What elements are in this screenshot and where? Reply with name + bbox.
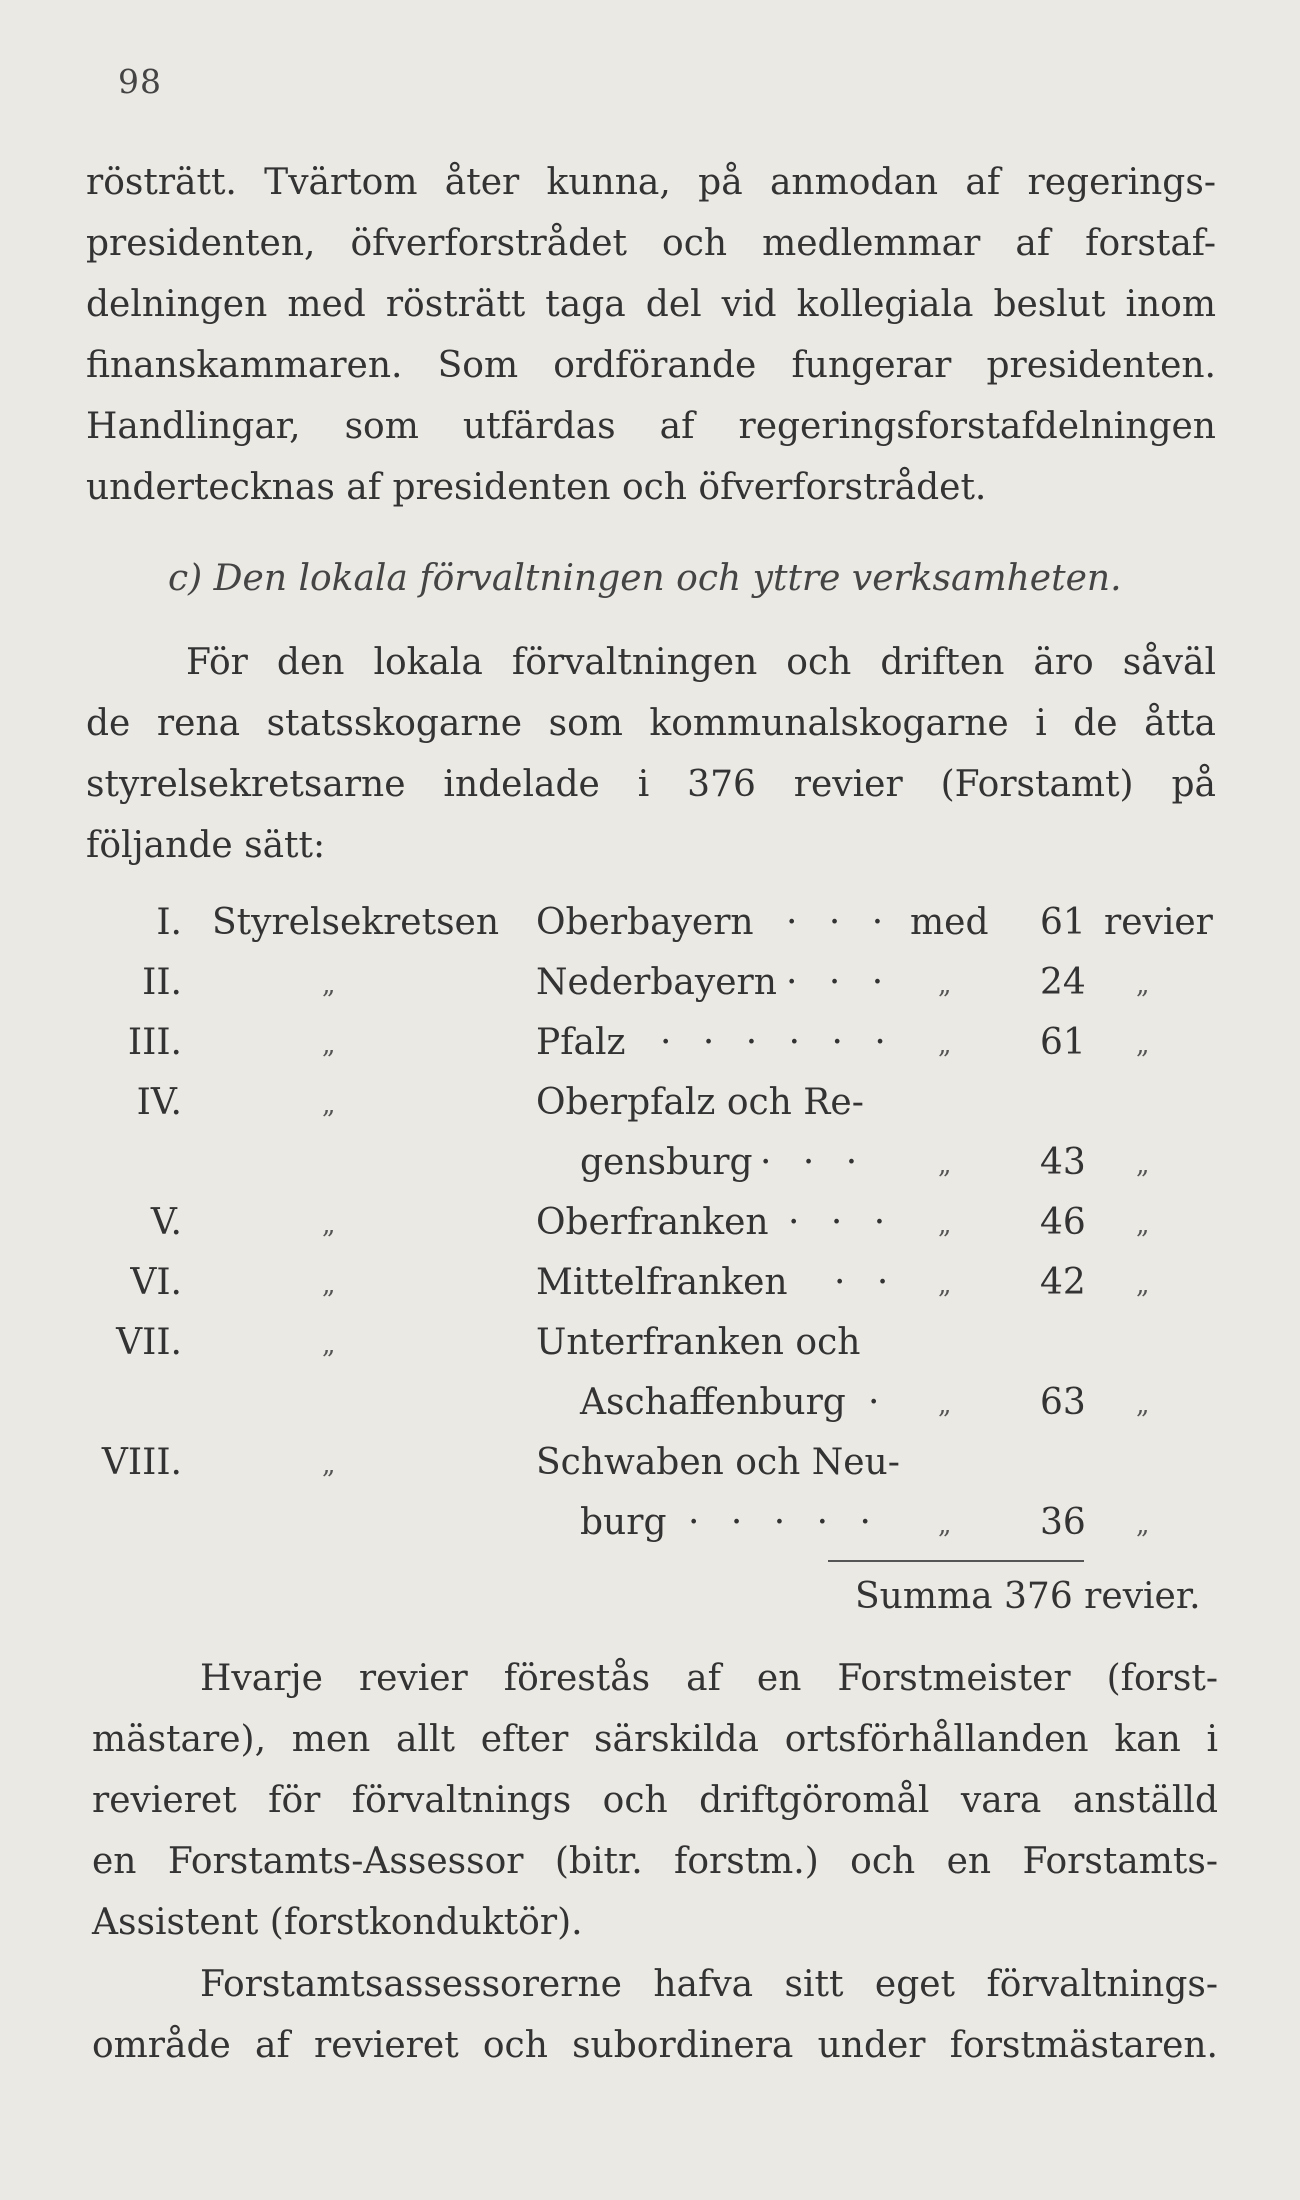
text-line: mästare), men allt efter särskilda ortsförhållanden kan i <box>92 1719 1218 1760</box>
list-med: med <box>910 902 989 943</box>
text-line: finanskammaren. Som ordförande fungerar presidenten. <box>86 345 1216 386</box>
text-line: följande sätt: <box>86 825 326 866</box>
revier-count: 36 <box>1040 1502 1086 1543</box>
revier-count: 63 <box>1040 1382 1086 1423</box>
text-line: en Forstamts-Assessor (bitr. forstm.) och en Forstamts- <box>92 1841 1218 1882</box>
list-label: Styrelsekretsen <box>212 902 500 943</box>
text-line: revieret för förvaltnings och driftgöromål vara anställd <box>92 1780 1218 1821</box>
list-name-continued: gensburg <box>580 1142 753 1183</box>
list-number: VI. <box>130 1262 182 1303</box>
list-med: „ <box>938 1390 952 1420</box>
text-line: Assistent (forstkonduktör). <box>92 1902 583 1943</box>
list-name: Nederbayern <box>536 962 777 1003</box>
list-name-continued: Aschaffenburg <box>580 1382 846 1423</box>
list-label: „ <box>322 1210 336 1240</box>
list-number: IV. <box>136 1082 182 1123</box>
list-unit: „ <box>1136 1390 1150 1420</box>
list-med: „ <box>938 1210 952 1240</box>
list-number: I. <box>156 902 182 943</box>
revier-count: 43 <box>1040 1142 1086 1183</box>
summa-total: Summa 376 revier. <box>855 1576 1201 1617</box>
list-name: Unterfranken och <box>536 1322 861 1363</box>
list-med: „ <box>938 970 952 1000</box>
revier-count: 42 <box>1040 1262 1086 1303</box>
list-label: „ <box>322 970 336 1000</box>
leader-dots: · · <box>834 1262 899 1303</box>
list-name: Pfalz <box>536 1022 626 1063</box>
revier-count: 24 <box>1040 962 1086 1003</box>
list-number: VIII. <box>101 1442 182 1483</box>
list-unit: „ <box>1136 1030 1150 1060</box>
list-unit: „ <box>1136 970 1150 1000</box>
list-label: „ <box>322 1090 336 1120</box>
list-label: „ <box>322 1330 336 1360</box>
text-line: styrelsekretsarne indelade i 376 revier (Forstamt) på <box>86 764 1216 805</box>
leader-dots: · <box>868 1382 890 1423</box>
leader-dots: · · · <box>788 1202 896 1243</box>
list-label: „ <box>322 1030 336 1060</box>
list-med: „ <box>938 1030 952 1060</box>
text-line: Hvarje revier förestås af en Forstmeister (forst- <box>200 1658 1218 1699</box>
list-name: Oberpfalz och Re- <box>536 1082 864 1123</box>
list-unit: „ <box>1136 1510 1150 1540</box>
list-number: VII. <box>116 1322 182 1363</box>
list-label: „ <box>322 1450 336 1480</box>
list-number: III. <box>127 1022 182 1063</box>
leader-dots: · · · <box>760 1142 868 1183</box>
text-line: Handlingar, som utfärdas af regeringsforstafdelningen <box>86 406 1216 447</box>
list-name: Mittelfranken <box>536 1262 788 1303</box>
text-line: område af revieret och subordinera under forstmästaren. <box>92 2025 1218 2066</box>
leader-dots: · · · · · · <box>660 1022 896 1063</box>
list-number: II. <box>142 962 182 1003</box>
list-name: Schwaben och Neu- <box>536 1442 900 1483</box>
leader-dots: · · · <box>786 962 894 1003</box>
list-name: Oberbayern <box>536 902 754 943</box>
page-number: 98 <box>118 62 162 101</box>
revier-count: 46 <box>1040 1202 1086 1243</box>
list-unit: revier <box>1104 902 1213 943</box>
sum-rule <box>828 1560 1084 1562</box>
list-name: Oberfranken <box>536 1202 769 1243</box>
text-line: de rena statsskogarne som kommunalskogarne i de åtta <box>86 703 1216 744</box>
text-line: rösträtt. Tvärtom åter kunna, på anmodan af regerings- <box>86 162 1216 203</box>
section-heading: c) Den lokala förvaltningen och yttre verksamheten. <box>168 558 1122 599</box>
list-number: V. <box>150 1202 182 1243</box>
paragraph-4 <box>92 1954 1218 2076</box>
text-line: delningen med rösträtt taga del vid kollegiala beslut inom <box>86 284 1216 325</box>
list-unit: „ <box>1136 1210 1150 1240</box>
text-line: Forstamtsassessorerne hafva sitt eget förvaltnings- <box>200 1964 1218 2005</box>
list-unit: „ <box>1136 1270 1150 1300</box>
list-name-continued: burg <box>580 1502 667 1543</box>
revier-count: 61 <box>1040 1022 1086 1063</box>
leader-dots: · · · <box>786 902 894 943</box>
leader-dots: · · · · · <box>688 1502 881 1543</box>
list-med: „ <box>938 1150 952 1180</box>
list-unit: „ <box>1136 1150 1150 1180</box>
text-line: För den lokala förvaltningen och driften äro såväl <box>186 642 1216 683</box>
text-line: undertecknas af presidenten och öfverforstrådet. <box>86 467 987 508</box>
text-line: presidenten, öfverforstrådet och medlemmar af forstaf- <box>86 223 1216 264</box>
list-med: „ <box>938 1510 952 1540</box>
paragraph-3 <box>92 1648 1218 1953</box>
list-med: „ <box>938 1270 952 1300</box>
revier-count: 61 <box>1040 902 1086 943</box>
list-label: „ <box>322 1270 336 1300</box>
